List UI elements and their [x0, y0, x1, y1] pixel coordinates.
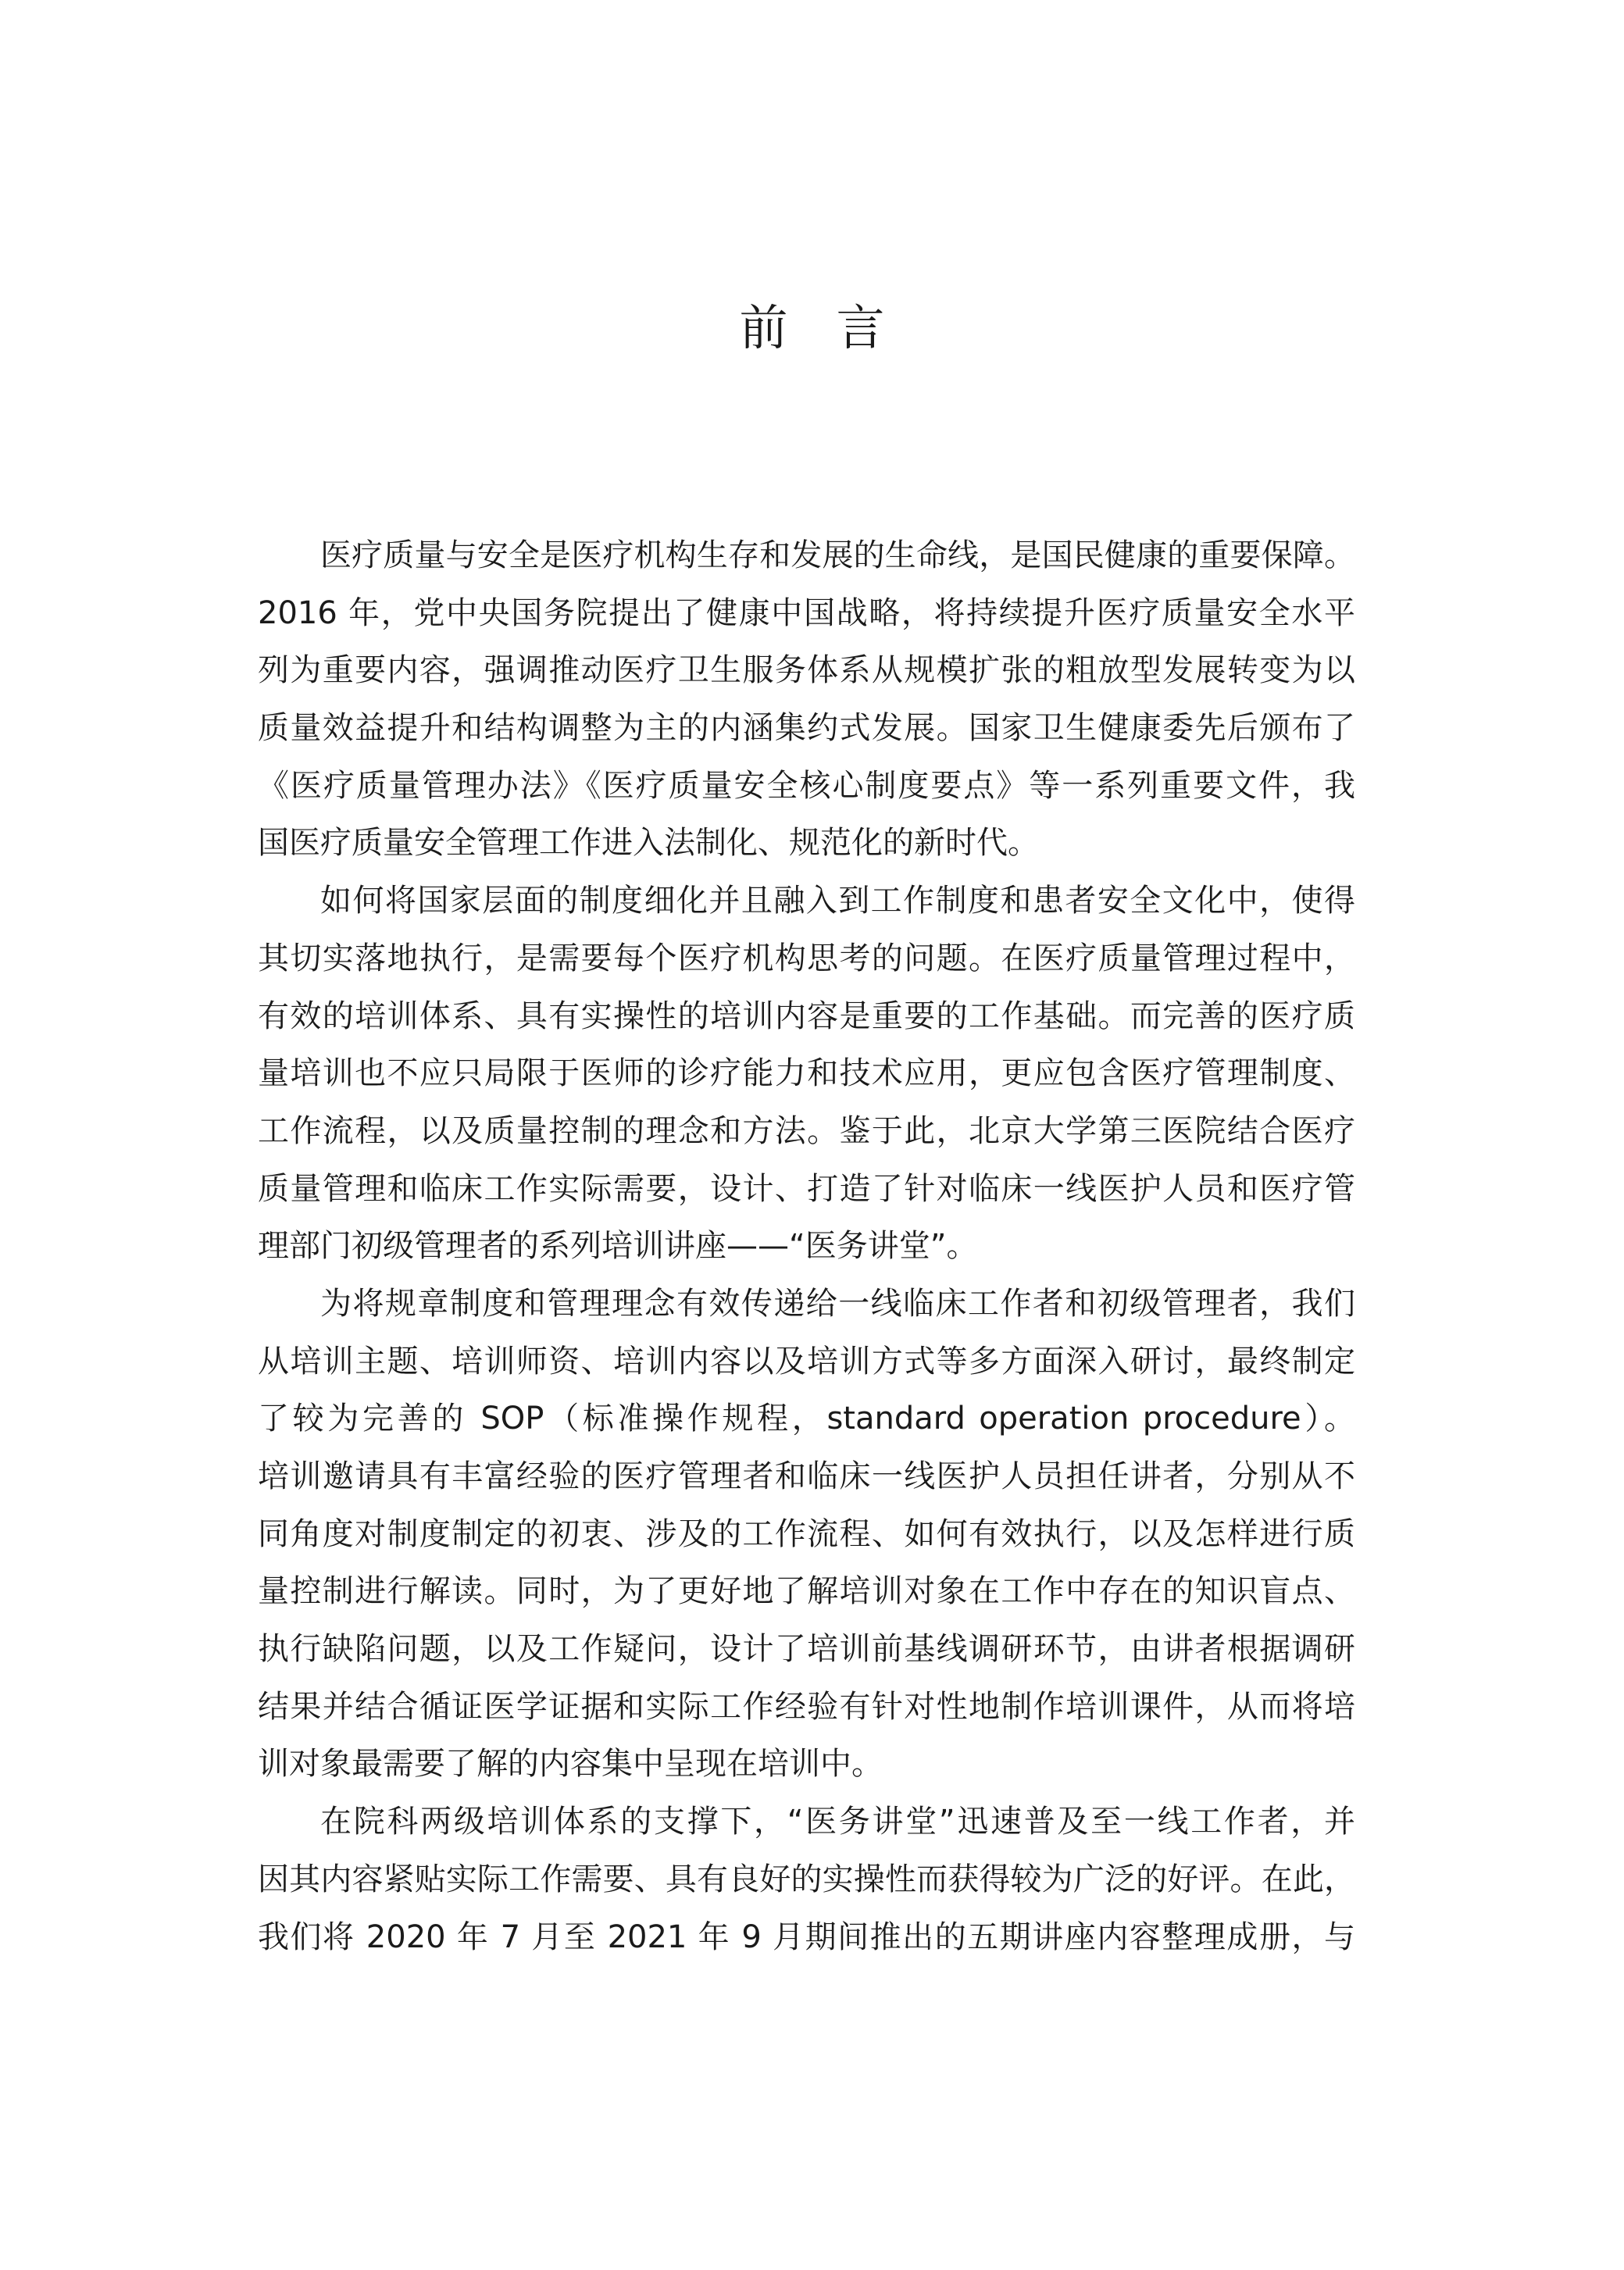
- text-line: 结果并结合循证医学证据和实际工作经验有针对性地制作培训课件，从而将培: [258, 1688, 1355, 1725]
- text-line: 量培训也不应只局限于医师的诊疗能力和技术应用，更应包含医疗管理制度、: [258, 1055, 1355, 1092]
- page-title: [0, 293, 1624, 363]
- text-line: 其切实落地执行，是需要每个医疗机构思考的问题。在医疗质量管理过程中，: [258, 940, 1355, 976]
- text-line: 培训邀请具有丰富经验的医疗管理者和临床一线医护人员担任讲者，分别从不: [258, 1458, 1355, 1494]
- text-line: 《医疗质量管理办法》《医疗质量安全核心制度要点》等一系列重要文件，我: [258, 767, 1355, 804]
- text-line: 国医疗质量安全管理工作进入法制化、规范化的新时代。: [258, 825, 1039, 862]
- text-line: 从培训主题、培训师资、培训内容以及培训方式等多方面深入研讨，最终制定: [258, 1343, 1355, 1379]
- paragraph: [258, 1276, 1355, 1794]
- text-line: 同角度对制度制定的初衷、涉及的工作流程、如何有效执行，以及怎样进行质: [258, 1515, 1355, 1552]
- text-line: 量控制进行解读。同时，为了更好地了解培训对象在工作中存在的知识盲点、: [258, 1573, 1355, 1610]
- text-line: 质量管理和临床工作实际需要，设计、打造了针对临床一线医护人员和医疗管: [258, 1170, 1355, 1207]
- text-line: 工作流程，以及质量控制的理念和方法。鉴于此，北京大学第三医院结合医疗: [258, 1112, 1355, 1149]
- title-char-2: 言: [836, 299, 885, 356]
- text-line: 质量效益提升和结构调整为主的内涵集约式发展。国家卫生健康委先后颁布了: [258, 710, 1355, 747]
- text-line: 在院科两级培训体系的支撑下，“医务讲堂”迅速普及至一线工作者，并: [320, 1804, 1355, 1840]
- text-line: 2016 年，党中央国务院提出了健康中国战略，将持续提升医疗质量安全水平: [258, 594, 1355, 631]
- paragraph: [258, 1794, 1355, 1966]
- text-line: 理部门初级管理者的系列培训讲座——“医务讲堂”。: [258, 1228, 978, 1265]
- text-line: 为将规章制度和管理理念有效传递给一线临床工作者和初级管理者，我们: [320, 1285, 1355, 1322]
- text-line: 列为重要内容，强调推动医疗卫生服务体系从规模扩张的粗放型发展转变为以: [258, 652, 1355, 689]
- preface-body: [258, 527, 1355, 1966]
- text-line: 有效的培训体系、具有实操性的培训内容是重要的工作基础。而完善的医疗质: [258, 998, 1355, 1034]
- text-line: 医疗质量与安全是医疗机构生存和发展的生命线，是国民健康的重要保障。: [320, 537, 1355, 573]
- text-line: 我们将 2020 年 7 月至 2021 年 9 月期间推出的五期讲座内容整理成册，与: [258, 1918, 1355, 1955]
- text-line: 执行缺陷问题，以及工作疑问，设计了培训前基线调研环节，由讲者根据调研: [258, 1631, 1355, 1668]
- text-line: 了较为完善的 SOP（标准操作规程，standard operation procedure）。: [258, 1401, 1355, 1437]
- text-line: 训对象最需要了解的内容集中呈现在培训中。: [258, 1746, 883, 1783]
- text-line: 如何将国家层面的制度细化并且融入到工作制度和患者安全文化中，使得: [320, 883, 1355, 919]
- paragraph: [258, 527, 1355, 873]
- paragraph: [258, 873, 1355, 1276]
- text-line: 因其内容紧贴实际工作需要、具有良好的实操性而获得较为广泛的好评。在此，: [258, 1861, 1355, 1897]
- title-char-1: 前: [739, 299, 788, 356]
